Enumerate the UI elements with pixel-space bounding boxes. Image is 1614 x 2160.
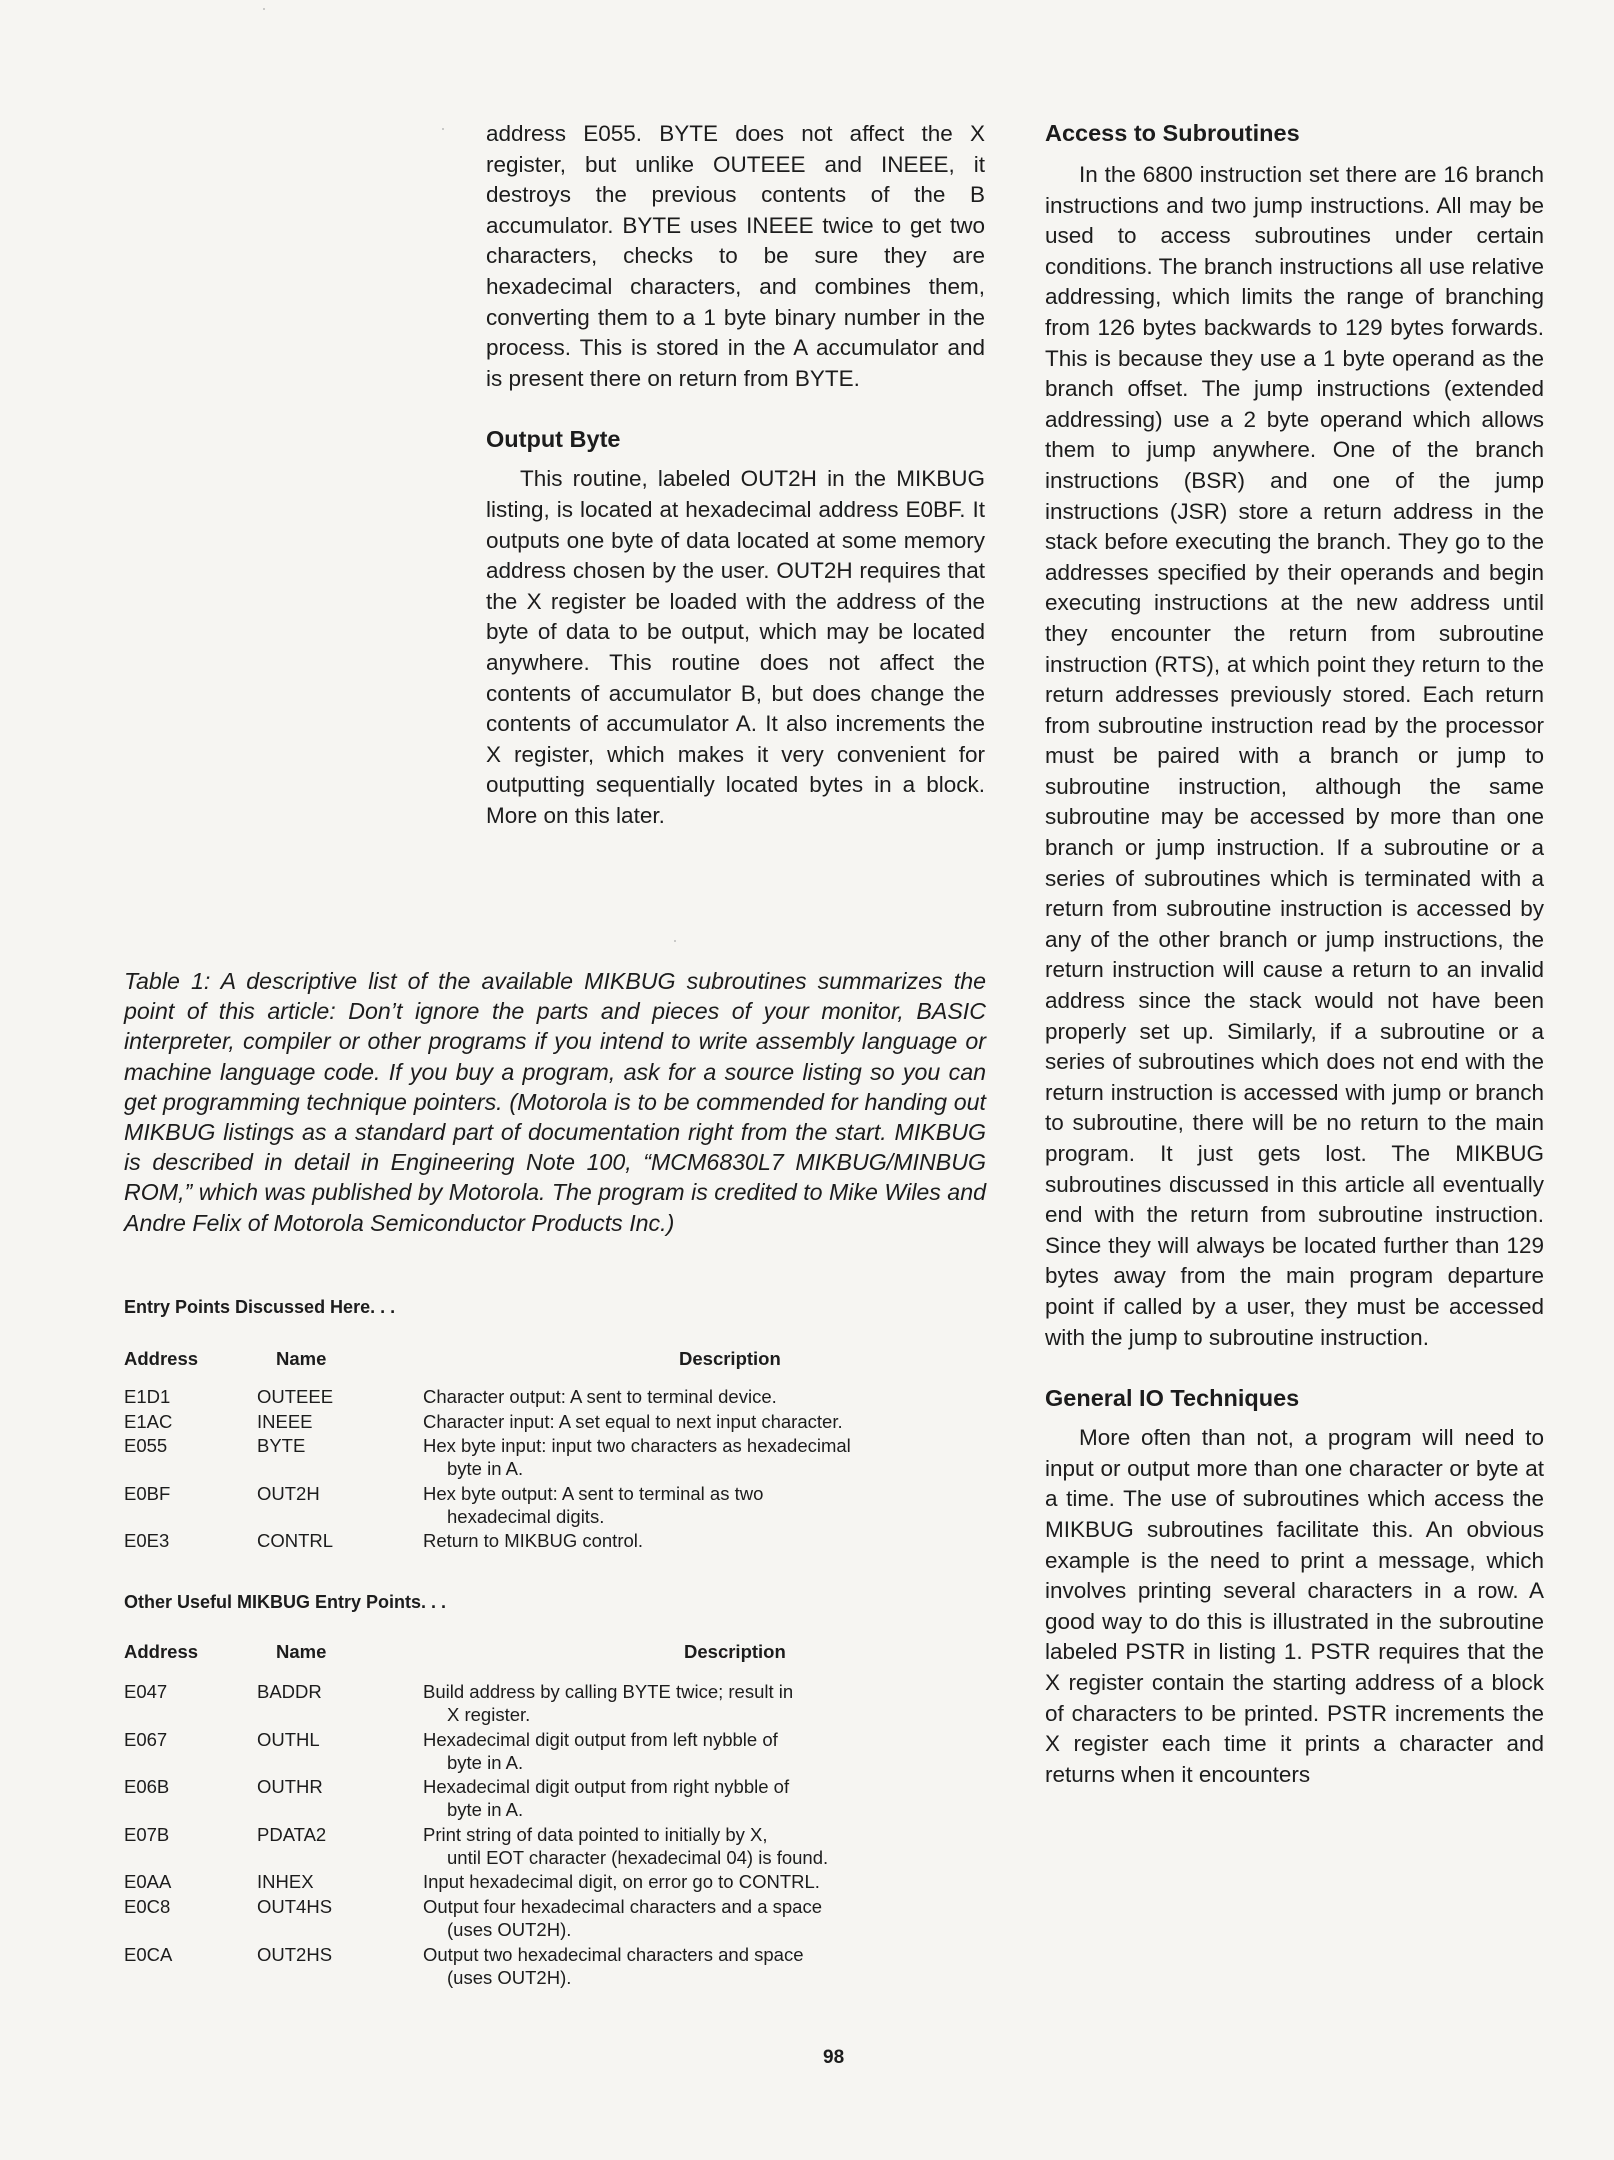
row-name: OUT2H <box>257 1482 320 1504</box>
table-row <box>124 1529 986 1552</box>
row-description <box>423 1728 986 1774</box>
row-description <box>423 1410 986 1433</box>
row-address: E06B <box>124 1776 170 1798</box>
table2 <box>124 1640 986 1990</box>
row-address: E0E3 <box>124 1530 170 1552</box>
table1-header <box>124 1347 986 1371</box>
row-description <box>423 1482 986 1528</box>
row-name: OUTHL <box>257 1728 320 1750</box>
row-name: INEEE <box>257 1410 313 1432</box>
row-description <box>423 1434 986 1480</box>
row-description-continuation: (uses OUT2H). <box>447 1918 572 1940</box>
row-name: PDATA2 <box>257 1823 327 1845</box>
row-address: E07B <box>124 1823 170 1845</box>
body-paragraph: In the 6800 instruction set there are 16 branch instructions and two jump instructions. All may be used to access subroutines under certain conditions. The branch instructions all use relative addressing, which limits the range of branching from 126 bytes backwards to 129 bytes forwards. This is because they use a 1 byte operand as the branch offset. The jump instructions (extended addressing) use a 2 byte operand which allows them to jump anywhere. One of the branch instructions (BSR) and one of the jump instructions (JSR) store a return address in the stack before executing the branch. They go to the addresses specified by their operands and begin executing instructions at the new address until they encounter the return from subroutine instruction (RTS), at which point they return to the return addresses previously stored. Each return from subroutine instruction read by the processor must be paired with a branch or jump to subroutine instruction, although the same subroutine may be accessed by more than one branch or jump instruction. If a subroutine or a series of subroutines which is terminated with a return from subroutine instruction is accessed by any of the other branch or jump instructions, the return instruction will cause a return to an invalid address since the stack would not have been properly set up. Similarly, if a subroutine or a series of subroutines which does not end with the return instruction is accessed with jump or branch to subroutine, there will be no return to the main program. It just gets lost. The MIKBUG subroutines discussed in this article all eventually end with the return from subroutine instruction. Since they will always be located further than 129 bytes away from the main program departure point if called by a user, they must be accessed with the jump to subroutine instruction. <box>1045 162 1544 1350</box>
row-name: BYTE <box>257 1435 306 1457</box>
body-paragraph: More often than not, a program will need to input or output more than one character or byte at a time. The use of subroutines which access the MIKBUG subroutines facilitate this. An obvious example is the need to print a message, which involves printing several characters in a row. A good way to do this is illustrated in the subroutine labeled PSTR in listing 1. PSTR requires that the X register contain the starting address of a block of characters to be printed. PSTR increments the X register each time it prints a character and returns when it encounters <box>1045 1425 1544 1787</box>
header-description: Description <box>684 1641 786 1662</box>
row-description-text: Output two hexadecimal characters and space <box>423 1943 804 1965</box>
middle-column <box>486 119 985 831</box>
section-heading-access-to-subroutines: Access to Subroutines <box>1045 120 1300 146</box>
row-name: INHEX <box>257 1871 314 1893</box>
row-description <box>423 1775 986 1821</box>
row-name: BADDR <box>257 1681 322 1702</box>
body-paragraph: This routine, labeled OUT2H in the MIKBUG listing, is located at hexadecimal address E0BF. It outputs one byte of data located at some memory address chosen by the user. OUT2H requires that the X register be loaded with the address of the byte of data to be output, which may be located anywhere. This routine does not affect the contents of accumulator B, but does change the contents of accumulator A. It also increments the X register, which makes it very convenient for outputting sequentially located bytes in a block. More on this later. <box>486 466 985 828</box>
row-description-text: Print string of data pointed to initially by X, <box>423 1823 768 1845</box>
table-row <box>124 1943 986 1989</box>
right-column <box>1045 118 1544 1790</box>
table-caption: Table 1: A descriptive list of the available MIKBUG subroutines summarizes the point of this article: Don’t ignore the parts and pieces of your monitor, BASIC interpreter, compiler or other programs if you intend to write assembly language or machine language code. If you buy a program, ask for a source listing so you can get programming technique pointers. (Motorola is to be commended for handing out MIKBUG listings as a standard part of documentation right from the start. MIKBUG is described in detail in Engineering Note 100, “MCM6830L7 MIKBUG/MINBUG ROM,” which was published by Motorola. The program is credited to Mike Wiles and Andre Felix of Motorola Semiconductor Products Inc.) <box>124 968 986 1236</box>
row-description-text: Hex byte input: input two characters as hexadecimal <box>423 1435 851 1457</box>
row-description-continuation: byte in A. <box>447 1458 524 1480</box>
row-description-continuation: (uses OUT2H). <box>447 1966 572 1988</box>
header-description: Description <box>679 1348 781 1369</box>
row-description-text: Hexadecimal digit output from left nybble of <box>423 1728 778 1750</box>
table-row <box>124 1895 986 1941</box>
row-name: OUT2HS <box>257 1943 333 1965</box>
table-row <box>124 1775 986 1821</box>
row-address: E0BF <box>124 1482 171 1504</box>
row-description-text: Character output: A sent to terminal device. <box>423 1386 777 1407</box>
scan-speck <box>442 128 444 130</box>
table2-rows <box>124 1680 986 1989</box>
scan-speck <box>674 940 676 942</box>
row-description-continuation: hexadecimal digits. <box>447 1505 605 1527</box>
row-description-text: Hexadecimal digit output from right nybble of <box>423 1776 790 1798</box>
section-heading-general-io: General IO Techniques <box>1045 1385 1300 1412</box>
table-row <box>124 1870 986 1893</box>
row-description-continuation: byte in A. <box>447 1799 524 1821</box>
row-description <box>423 1680 986 1726</box>
table1-title: Entry Points Discussed Here. . . <box>124 1297 396 1317</box>
table-row <box>124 1823 986 1869</box>
row-description <box>423 1529 986 1552</box>
table2-header <box>124 1640 986 1664</box>
row-address: E1D1 <box>124 1386 171 1407</box>
row-name: CONTRL <box>257 1530 334 1552</box>
table-row <box>124 1385 986 1408</box>
row-description-text: Hex byte output: A sent to terminal as two <box>423 1482 764 1504</box>
body-paragraph: address E055. BYTE does not affect the X register, but unlike OUTEEE and INEEE, it destroys the previous contents of the B accumulator. BYTE uses INEEE twice to get two characters, checks to be sure they are hexadecimal characters, and combines them, converting them to a 1 byte binary number in the process. This is stored in the A accumulator and is present there on return from BYTE. <box>486 121 985 391</box>
header-name: Name <box>276 1348 327 1369</box>
table-row <box>124 1482 986 1528</box>
table2-title: Other Useful MIKBUG Entry Points. . . <box>124 1592 447 1612</box>
section-heading-output-byte: Output Byte <box>486 426 621 453</box>
row-description <box>423 1385 986 1408</box>
table1-rows <box>124 1385 986 1552</box>
row-description-continuation: until EOT character (hexadecimal 04) is found. <box>447 1846 829 1868</box>
table1 <box>124 1347 986 1554</box>
table-row <box>124 1434 986 1480</box>
table-row <box>124 1728 986 1774</box>
row-description <box>423 1870 986 1893</box>
row-address: E067 <box>124 1728 168 1750</box>
row-description <box>423 1943 986 1989</box>
row-address: E0CA <box>124 1943 173 1965</box>
header-address: Address <box>124 1348 199 1369</box>
row-description-text: Character input: A set equal to next input character. <box>423 1410 843 1432</box>
row-description-text: Output four hexadecimal characters and a space <box>423 1895 823 1917</box>
row-description-text: Input hexadecimal digit, on error go to CONTRL. <box>423 1871 820 1893</box>
row-address: E0C8 <box>124 1895 171 1917</box>
row-name: OUTEEE <box>257 1386 334 1407</box>
row-name: OUT4HS <box>257 1895 333 1917</box>
table-row <box>124 1680 986 1726</box>
row-description-text: Return to MIKBUG control. <box>423 1530 644 1552</box>
row-description-continuation: X register. <box>447 1704 531 1725</box>
header-address: Address <box>124 1641 199 1662</box>
page-number: 98 <box>823 2047 845 2068</box>
row-address: E047 <box>124 1681 168 1702</box>
row-description-text: Build address by calling BYTE twice; result in <box>423 1681 794 1702</box>
row-description-continuation: byte in A. <box>447 1751 524 1773</box>
row-address: E1AC <box>124 1410 173 1432</box>
row-address: E055 <box>124 1435 168 1457</box>
row-description <box>423 1823 986 1869</box>
scan-speck <box>263 8 265 10</box>
row-description <box>423 1895 986 1941</box>
row-address: E0AA <box>124 1871 172 1893</box>
row-name: OUTHR <box>257 1776 323 1798</box>
table-row <box>124 1410 986 1433</box>
header-name: Name <box>276 1641 327 1662</box>
